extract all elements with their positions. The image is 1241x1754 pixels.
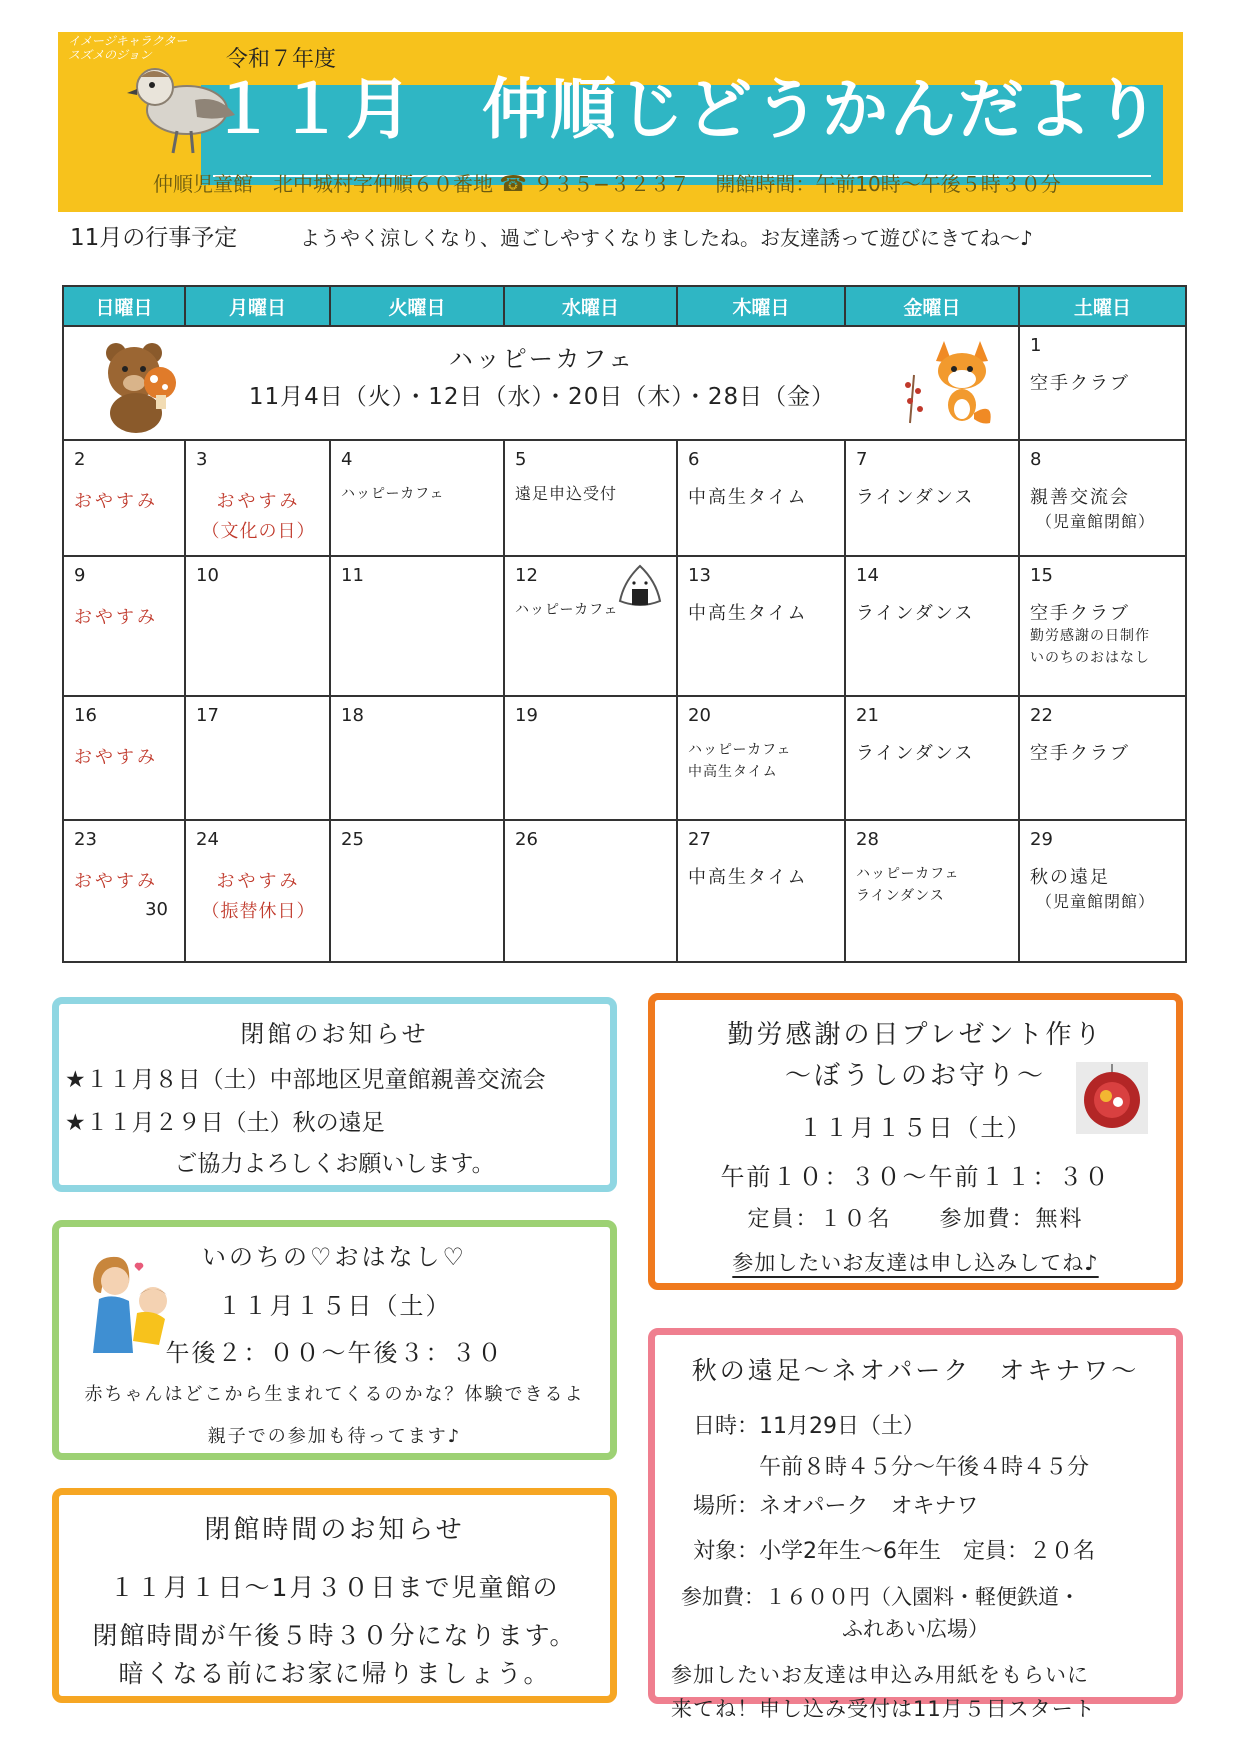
weekday-sun: 日曜日 (63, 286, 185, 326)
day-7: 7 ラインダンス (845, 440, 1019, 556)
hours-notice-title: 閉館時間のお知らせ (204, 1515, 465, 1545)
day-4: 4 ハッピーカフェ (330, 440, 504, 556)
day-3: 3 おやすみ （文化の日） (185, 440, 330, 556)
weekday-thu: 木曜日 (677, 286, 845, 326)
calendar-week-4 (63, 696, 1186, 820)
fox-icon (896, 335, 996, 427)
labor-day-title: 勤労感謝の日プレゼント作り (727, 1020, 1104, 1050)
day-11: 11 (330, 556, 504, 696)
day-20: 20 ハッピーカフェ 中高生タイム (677, 696, 845, 820)
fiscal-year: 令和７年度 (226, 47, 337, 72)
day-21: 21 ラインダンス (845, 696, 1019, 820)
charm-craft-icon (1076, 1062, 1148, 1134)
day-5: 5 遠足申込受付 (504, 440, 677, 556)
facility-hours: 開館時間：午前10時〜午後５時３０分 (715, 172, 1061, 196)
day-25: 25 (330, 820, 504, 962)
mother-child-icon (73, 1249, 183, 1359)
facility-info (153, 168, 1113, 197)
day-17: 17 (185, 696, 330, 820)
day-15: 15 空手クラブ 勤労感謝の日制作 いのちのおはなし (1019, 556, 1186, 696)
day-8: 8 親善交流会 （児童館閉館） (1019, 440, 1186, 556)
day-28: 28 ハッピーカフェ ラインダンス (845, 820, 1019, 962)
happy-cafe-banner (63, 326, 1019, 440)
labor-day-subtitle: 〜ぼうしのお守り〜 (784, 1061, 1046, 1091)
weekday-header (63, 286, 1186, 326)
life-talk-date: １１月１５日（土） (217, 1292, 452, 1320)
life-talk-box (52, 1220, 617, 1460)
labor-day-time: 午前１０：３０〜午前１１：３０ (720, 1163, 1111, 1191)
life-talk-title: いのちの♡おはなし♡ (201, 1243, 468, 1271)
day-14: 14 ラインダンス (845, 556, 1019, 696)
day-27: 27 中高生タイム (677, 820, 845, 962)
day-16: 16 おやすみ (63, 696, 185, 820)
day-24: 24 おやすみ （振替休日） (185, 820, 330, 962)
day-13: 13 中高生タイム (677, 556, 845, 696)
weekday-wed: 水曜日 (504, 286, 677, 326)
weekday-mon: 月曜日 (185, 286, 330, 326)
labor-day-date: １１月１５日（土） (798, 1114, 1033, 1142)
closure-notice-box: 閉館のお知らせ ★１１月８日（土）中部地区児童館親善交流会 ★１１月２９日（土）秋の遠足 ご協力よろしくお願いします。 (52, 997, 617, 1192)
day-12: 12 ハッピーカフェ (504, 556, 677, 696)
intro-message: ようやく涼しくなり、過ごしやすくなりましたね。お友達誘って遊びにきてね〜♪ (300, 226, 1033, 250)
day-2: 2 おやすみ (63, 440, 185, 556)
calendar-week-5 (63, 820, 1186, 962)
day-23: 23 おやすみ 30 (63, 820, 185, 962)
closure-notice-title: 閉館のお知らせ (240, 1020, 429, 1048)
life-talk-note: 親子での参加も待ってます♪ (207, 1426, 462, 1447)
phone-icon: ☎ (499, 172, 527, 197)
hours-notice-box: 閉館時間のお知らせ １１月１日〜1月３０日まで児童館の 閉館時間が午後５時３０分になります。 暗くなる前にお家に帰りましょう。 (52, 1488, 617, 1703)
day-26: 26 (504, 820, 677, 962)
life-talk-time: 午後２：００〜午後３：３０ (165, 1339, 504, 1367)
day-30: 30 (145, 899, 168, 920)
labor-day-capacity: 定員：１０名 参加費：無料 (747, 1207, 1084, 1232)
excursion-title: 秋の遠足〜ネオパーク オキナワ〜 (691, 1356, 1140, 1385)
day-6: 6 中高生タイム (677, 440, 845, 556)
calendar-week-3 (63, 556, 1186, 696)
mascot-note: イメージキャラクター スズメのジョン (68, 34, 188, 62)
life-talk-desc: 赤ちゃんはどこから生まれてくるのかな？体験できるよ (84, 1384, 585, 1405)
labor-day-box (648, 993, 1183, 1290)
weekday-tue: 火曜日 (330, 286, 504, 326)
event-calendar (62, 285, 1187, 963)
rice-ball-icon (616, 563, 664, 609)
weekday-fri: 金曜日 (845, 286, 1019, 326)
day-9: 9 おやすみ (63, 556, 185, 696)
labor-day-cta: 参加したいお友達は申し込みしてね♪ (732, 1251, 1099, 1275)
facility-address: 仲順児童館 北中城村字仲順６０番地 (153, 172, 493, 196)
schedule-title: 11月の行事予定 (70, 225, 238, 251)
happy-cafe-dates: 11月4日（火）・12日（水）・20日（木）・28日（金） (248, 384, 836, 410)
day-19: 19 (504, 696, 677, 820)
day-18: 18 (330, 696, 504, 820)
day-29: 29 秋の遠足 （児童館閉館） (1019, 820, 1186, 962)
day-22: 22 空手クラブ (1019, 696, 1186, 820)
facility-phone: ９３５−３２３７ (533, 172, 690, 196)
weekday-sat: 土曜日 (1019, 286, 1186, 326)
excursion-box: 秋の遠足〜ネオパーク オキナワ〜 日時：11月29日（土） 午前８時４５分〜午後４時４５分 場所：ネオパーク オキナワ 対象：小学2年生〜6年生 定員：２０名 参加費：１６００円（入園料・軽便鉄道・ ふれあい広場） 参加したいお友達は申込み用紙をもらいに 来てね！申し込み受付は11月５日スタート (648, 1328, 1183, 1704)
happy-cafe-title: ハッピーカフェ (448, 345, 636, 373)
day-10: 10 (185, 556, 330, 696)
calendar-week-2 (63, 440, 1186, 556)
calendar-week-1 (63, 326, 1186, 440)
page-title: １１月 仲順じどうかんだより (210, 71, 1162, 148)
day-1: 1 空手クラブ (1019, 326, 1186, 440)
bear-icon (94, 339, 184, 434)
